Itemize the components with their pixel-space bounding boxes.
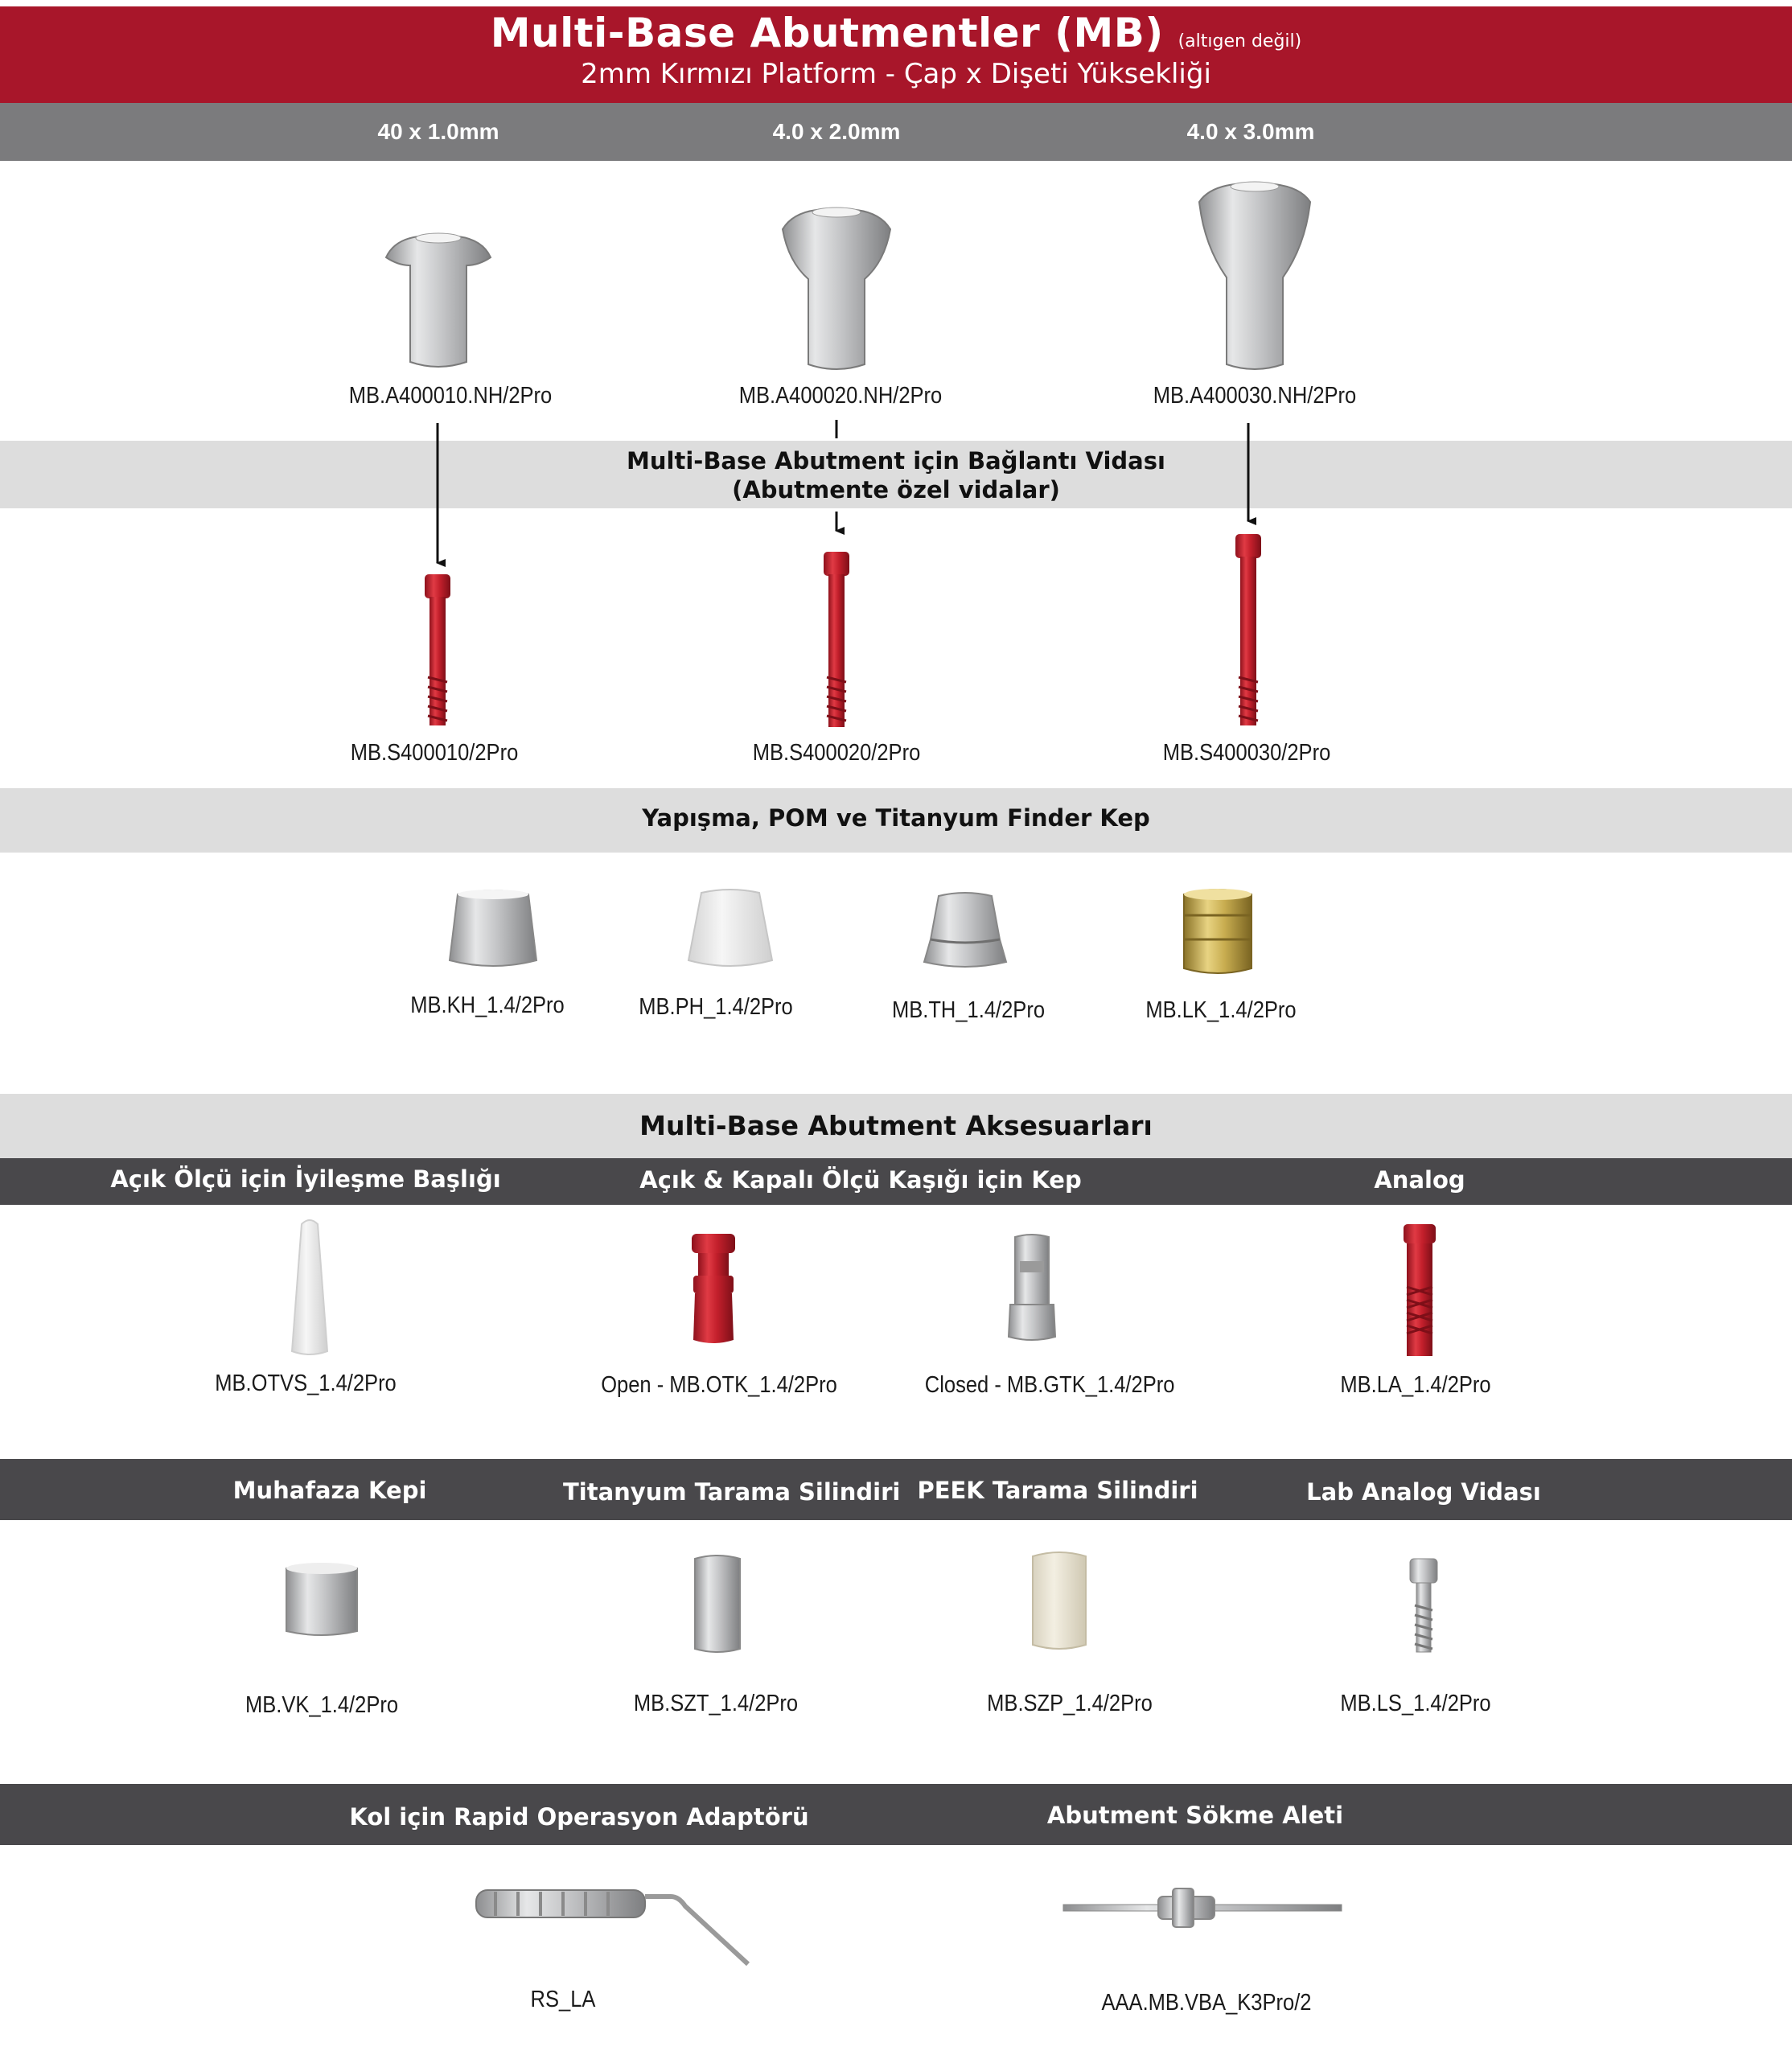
accessory-code: MB.VK_1.4/2Pro <box>245 1692 399 1718</box>
accessories-row3-band <box>0 1784 1792 1845</box>
screw-subheading: (Abutmente özel vidalar) <box>732 476 1060 503</box>
cap-code: MB.TH_1.4/2Pro <box>891 997 1046 1023</box>
open-tray-cap-image <box>685 1232 742 1345</box>
title-note: (altıgen değil) <box>1178 31 1302 51</box>
accessory-code: MB.LS_1.4/2Pro <box>1340 1691 1491 1716</box>
accessory-code: RS_LA <box>530 1987 596 2012</box>
accessory-code: MB.OTVS_1.4/2Pro <box>215 1371 397 1396</box>
accessory-code: MB.SZP_1.4/2Pro <box>987 1691 1153 1716</box>
screw-2-image <box>819 550 854 731</box>
closed-tray-cap-image <box>1004 1232 1060 1345</box>
row3-header: Kol için Rapid Operasyon Adaptörü <box>349 1803 809 1831</box>
row1-header: Açık Ölçü için İyileşme Başlığı <box>110 1165 501 1193</box>
titanium-cap-image <box>919 888 1011 972</box>
row2-header: Muhafaza Kepi <box>232 1477 427 1504</box>
analog-image <box>1395 1223 1444 1361</box>
lab-analog-screw-image <box>1404 1557 1444 1658</box>
screw-code: MB.S400010/2Pro <box>350 740 519 766</box>
abutment-code: MB.A400030.NH/2Pro <box>1153 383 1357 409</box>
healing-cap-image <box>286 1216 334 1357</box>
row3-header: Abutment Sökme Aleti <box>1046 1802 1344 1829</box>
accessory-code: AAA.MB.VBA_K3Pro/2 <box>1101 1990 1312 2016</box>
rapid-adapter-image <box>471 1874 753 1971</box>
row1-header: Açık & Kapalı Ölçü Kaşığı için Kep <box>639 1166 1082 1194</box>
titanium-scan-cylinder-image <box>692 1552 743 1657</box>
accessory-code: MB.SZT_1.4/2Pro <box>633 1691 799 1716</box>
row2-header: PEEK Tarama Silindiri <box>917 1477 1198 1504</box>
cementable-cap-image <box>445 883 541 972</box>
abutment-code: MB.A400010.NH/2Pro <box>348 383 553 409</box>
protection-cap-image <box>282 1560 362 1641</box>
title-text: Multi-Base Abutmentler (MB) <box>490 10 1164 56</box>
accessory-code: Open - MB.OTK_1.4/2Pro <box>601 1372 837 1398</box>
accessories-heading: Multi-Base Abutment Aksesuarları <box>639 1110 1153 1141</box>
accessory-code: Closed - MB.GTK_1.4/2Pro <box>924 1372 1175 1398</box>
abutment-code: MB.A400020.NH/2Pro <box>738 383 943 409</box>
pom-cap-image <box>684 883 777 972</box>
dimension-label: 40 x 1.0mm <box>377 119 499 144</box>
page-subtitle: 2mm Kırmızı Platform - Çap x Dişeti Yüksekliği <box>581 58 1211 90</box>
screw-code: MB.S400030/2Pro <box>1162 740 1331 766</box>
removal-tool-image <box>1062 1880 1343 1937</box>
connector-arrows <box>0 0 1792 579</box>
row2-header: Titanyum Tarama Silindiri <box>563 1478 901 1506</box>
row1-header: Analog <box>1374 1166 1465 1194</box>
screw-heading: Multi-Base Abutment için Bağlantı Vidası <box>627 447 1165 475</box>
row2-header: Lab Analog Vidası <box>1306 1478 1541 1506</box>
accessory-code: MB.LA_1.4/2Pro <box>1340 1372 1491 1398</box>
dimension-label: 4.0 x 2.0mm <box>772 119 901 144</box>
screw-code: MB.S400020/2Pro <box>752 740 921 766</box>
caps-heading: Yapışma, POM ve Titanyum Finder Kep <box>642 804 1150 832</box>
screw-1-image <box>420 573 455 729</box>
peek-scan-cylinder-image <box>1030 1548 1089 1653</box>
screw-3-image <box>1231 532 1266 729</box>
finder-cap-image <box>1178 883 1258 978</box>
cap-code: MB.LK_1.4/2Pro <box>1145 997 1297 1023</box>
cap-code: MB.PH_1.4/2Pro <box>639 994 793 1020</box>
cap-code: MB.KH_1.4/2Pro <box>410 993 565 1018</box>
dimension-label: 4.0 x 3.0mm <box>1186 119 1315 144</box>
